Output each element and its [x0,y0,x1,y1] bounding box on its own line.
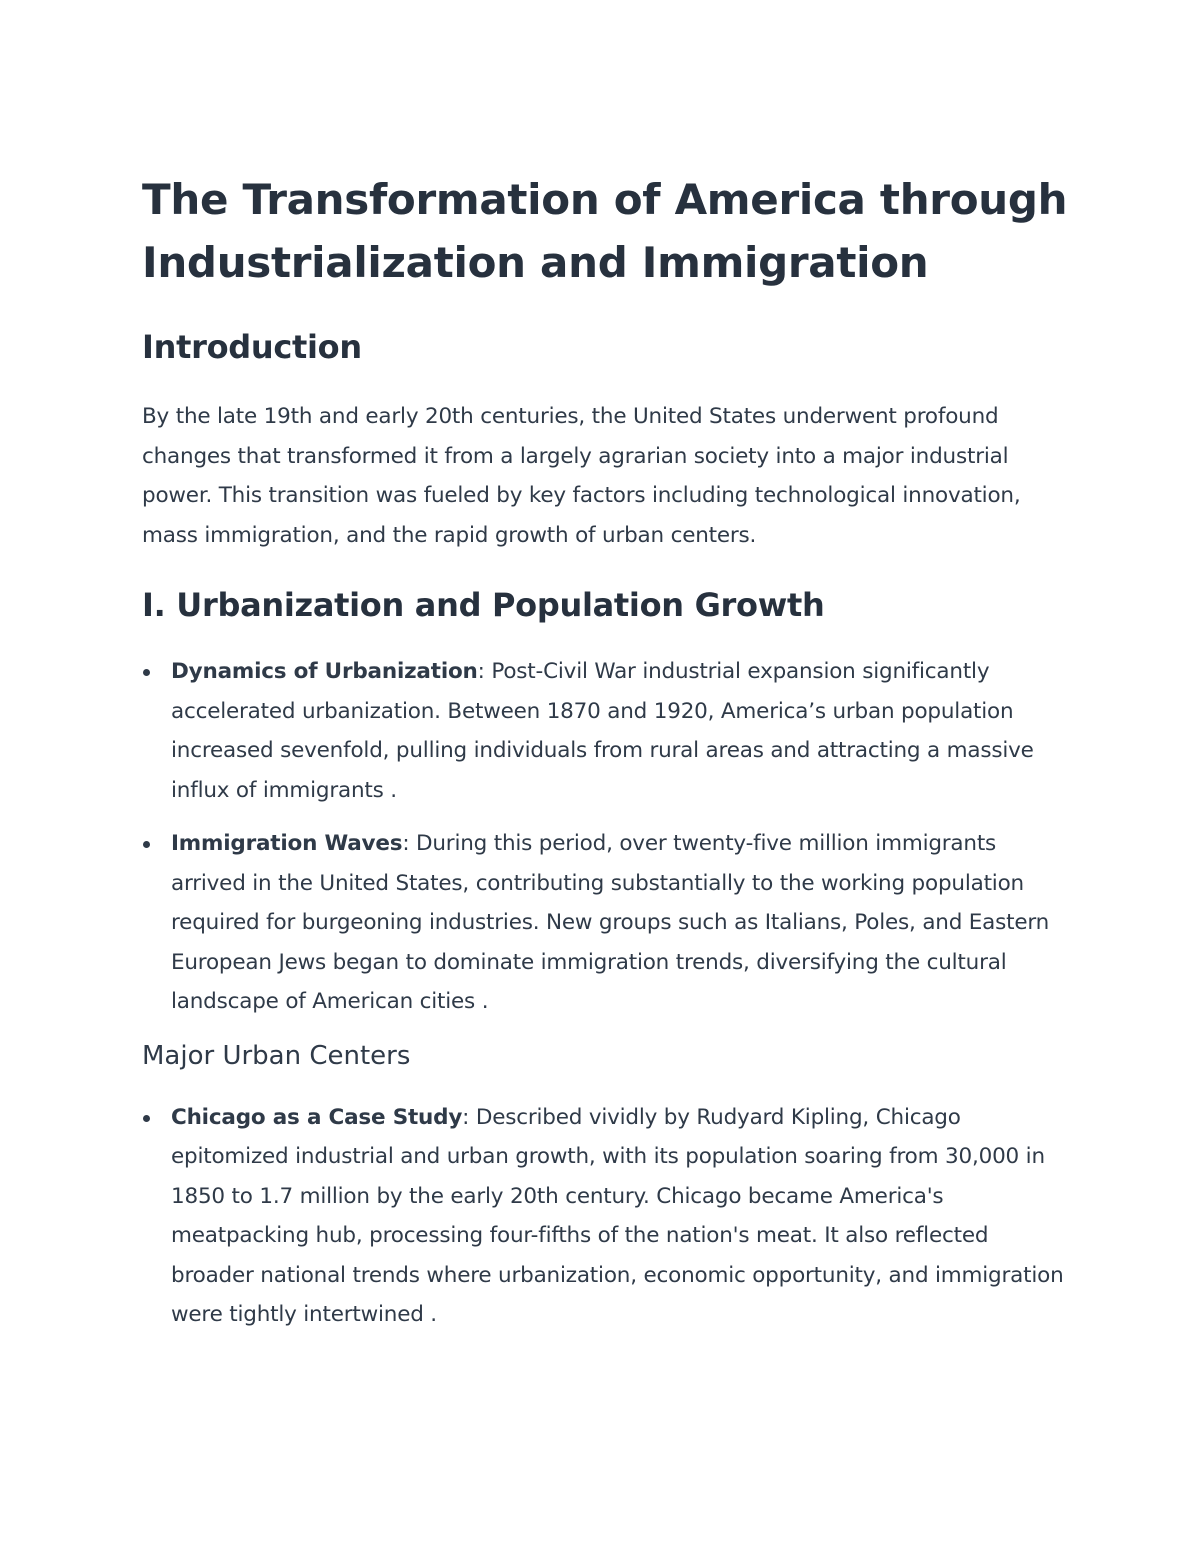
bullet-term: Dynamics of Urbanization [171,659,478,684]
section-urbanization-heading: I. Urbanization and Population Growth [142,586,825,624]
list-item [142,1098,1072,1335]
document-title: The Transformation of America through Industrialization and Immigration [142,175,1068,287]
bullet-term: Chicago as a Case Study [171,1104,463,1130]
bullet-icon [143,841,150,848]
urbanization-bullet-list [142,652,1072,1022]
list-item [142,652,1072,810]
major-urban-centers-heading: Major Urban Centers [142,1040,411,1071]
bullet-icon [143,1115,150,1122]
bullet-text: : Post-Civil War industrial expansion significantly accelerated urbanization. Between 1870 and 1920, America’s urban population increased sevenfold, pulling individuals from rural areas and attracting a massive influx of immigrants . [171,659,1034,803]
urban-centers-bullet-list [142,1098,1072,1335]
introduction-paragraph: By the late 19th and early 20th centuries, the United States underwent profound changes that transformed it from a largely agrarian society into a major industrial power. This transition was fueled by key factors including technological innovation, mass immigration, and the rapid growth of urban centers. [142,404,1021,548]
list-item [142,824,1072,1022]
bullet-text: : During this period, over twenty-five million immigrants arrived in the United States, contributing substantially to the working population required for burgeoning industries. New groups such as Italians, Poles, and Eastern European Jews began to dominate immigration trends, diversifying the cultural landscape of American cities . [171,831,1050,1014]
introduction-heading: Introduction [142,328,362,366]
bullet-icon [143,669,150,676]
bullet-term: Immigration Waves [171,831,403,856]
bullet-text: : Described vividly by Rudyard Kipling, Chicago epitomized industrial and urban growth, with its population soaring from 30,000 in 1850 to 1.7 million by the early 20th century. Chicago became America's meatpacking hub, processing four-fifths of the nation's meat. It also reflected broader national trends where urbanization, economic opportunity, and immigration were tightly intertwined . [171,1104,1064,1327]
